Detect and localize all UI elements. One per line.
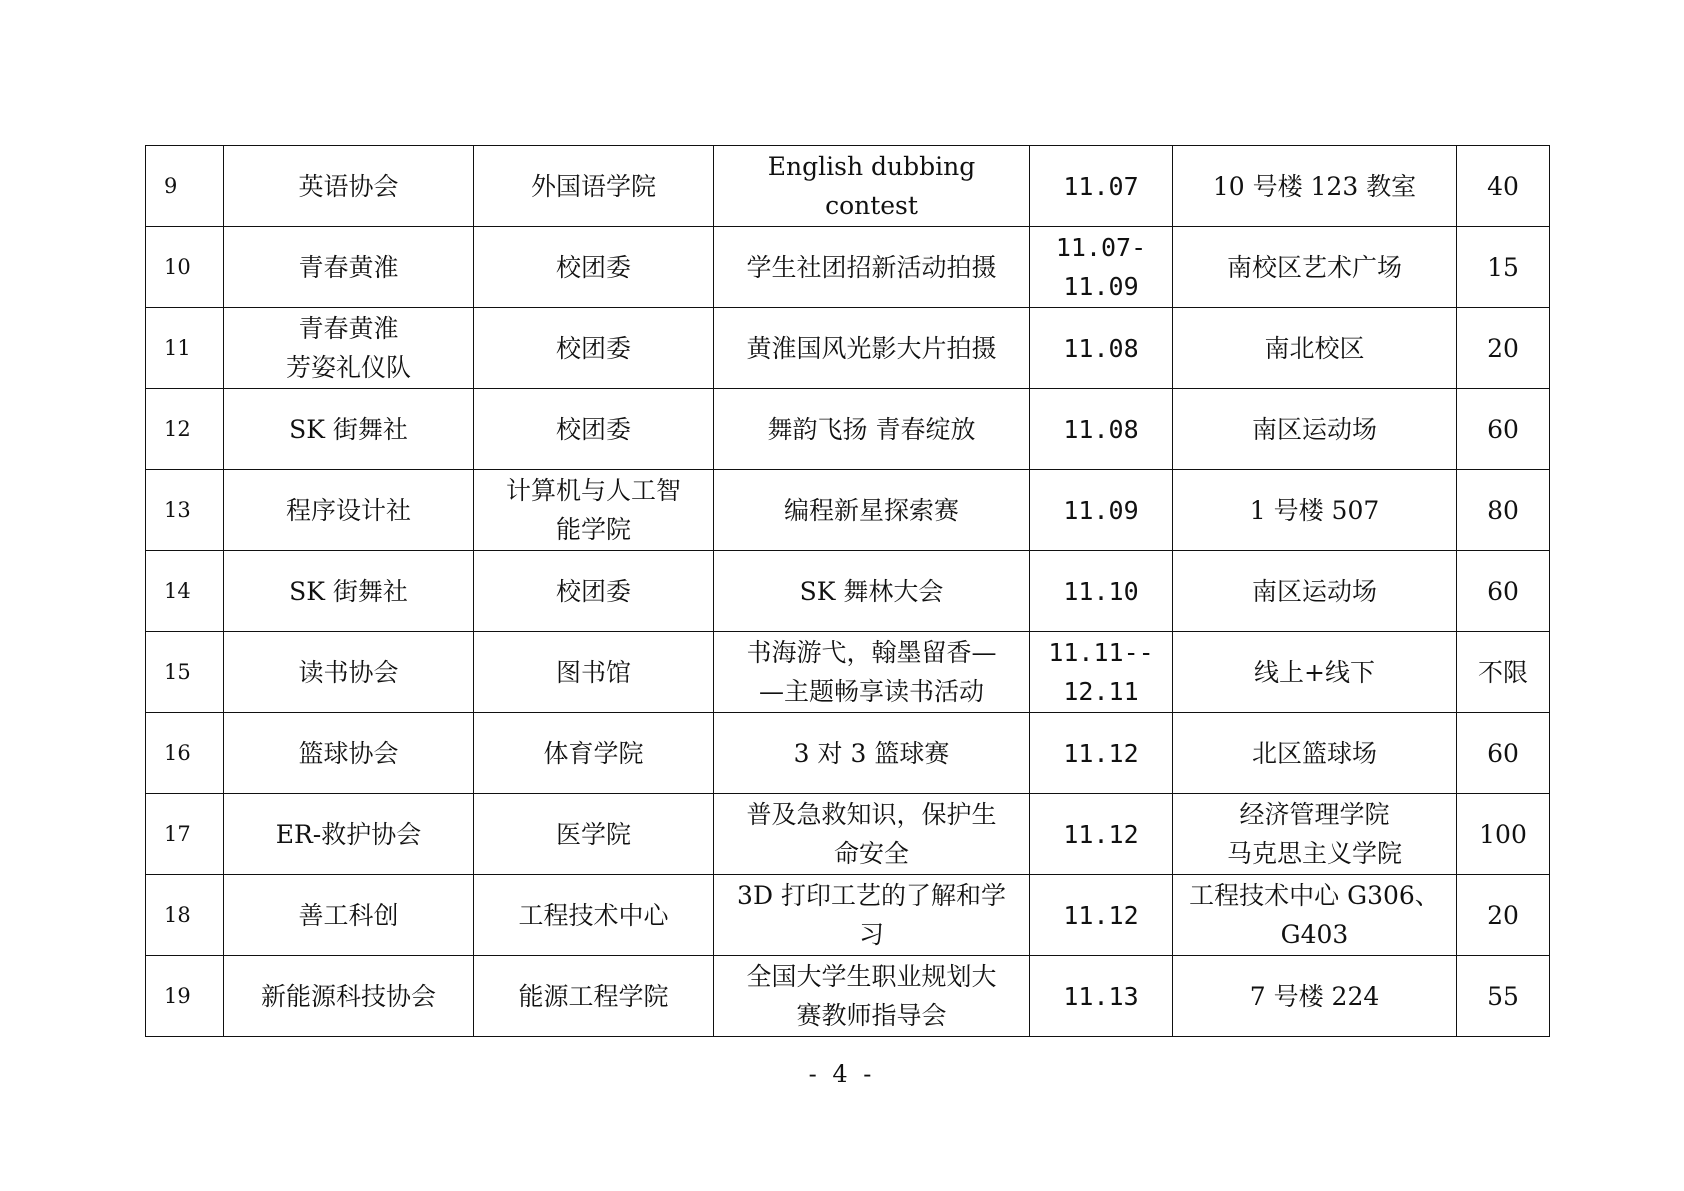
cell-location: 经济管理学院 马克思主义学院	[1173, 794, 1457, 875]
cell-participant-count: 15	[1457, 227, 1550, 308]
cell-number: 15	[146, 632, 224, 713]
cell-number: 17	[146, 794, 224, 875]
cell-participant-count: 20	[1457, 875, 1550, 956]
cell-activity-name: 3D 打印工艺的了解和学 习	[714, 875, 1030, 956]
table-row	[146, 794, 1550, 875]
cell-participant-count: 20	[1457, 308, 1550, 389]
cell-participant-count: 100	[1457, 794, 1550, 875]
cell-host-unit: 校团委	[474, 308, 714, 389]
cell-date: 11.07- 11.09	[1030, 227, 1173, 308]
page-number: - 4 -	[808, 1060, 876, 1088]
cell-date: 11.09	[1030, 470, 1173, 551]
cell-number: 16	[146, 713, 224, 794]
cell-activity-name: English dubbing contest	[714, 146, 1030, 227]
cell-number: 10	[146, 227, 224, 308]
table-row	[146, 308, 1550, 389]
cell-number: 19	[146, 956, 224, 1037]
cell-activity-name: 舞韵飞扬 青春绽放	[714, 389, 1030, 470]
table-row	[146, 875, 1550, 956]
cell-date: 11.13	[1030, 956, 1173, 1037]
cell-date: 11.10	[1030, 551, 1173, 632]
cell-location: 线上+线下	[1173, 632, 1457, 713]
cell-number: 13	[146, 470, 224, 551]
cell-number: 11	[146, 308, 224, 389]
cell-location: 南校区艺术广场	[1173, 227, 1457, 308]
cell-club-name: 读书协会	[224, 632, 474, 713]
cell-participant-count: 40	[1457, 146, 1550, 227]
cell-location: 南区运动场	[1173, 551, 1457, 632]
cell-number: 18	[146, 875, 224, 956]
table-row	[146, 470, 1550, 551]
cell-participant-count: 60	[1457, 389, 1550, 470]
cell-club-name: 程序设计社	[224, 470, 474, 551]
cell-location: 南北校区	[1173, 308, 1457, 389]
cell-host-unit: 校团委	[474, 551, 714, 632]
table-row	[146, 713, 1550, 794]
table-row	[146, 551, 1550, 632]
cell-club-name: ER-救护协会	[224, 794, 474, 875]
cell-participant-count: 80	[1457, 470, 1550, 551]
table-body	[146, 146, 1550, 1037]
cell-participant-count: 55	[1457, 956, 1550, 1037]
cell-host-unit: 计算机与人工智 能学院	[474, 470, 714, 551]
cell-activity-name: 黄淮国风光影大片拍摄	[714, 308, 1030, 389]
cell-activity-name: 书海游弋，翰墨留香— —主题畅享读书活动	[714, 632, 1030, 713]
cell-date: 11.08	[1030, 389, 1173, 470]
cell-host-unit: 医学院	[474, 794, 714, 875]
cell-host-unit: 工程技术中心	[474, 875, 714, 956]
cell-location: 南区运动场	[1173, 389, 1457, 470]
cell-location: 北区篮球场	[1173, 713, 1457, 794]
table-row	[146, 956, 1550, 1037]
cell-date: 11.11-- 12.11	[1030, 632, 1173, 713]
cell-host-unit: 体育学院	[474, 713, 714, 794]
cell-activity-name: 编程新星探索赛	[714, 470, 1030, 551]
cell-activity-name: 3 对 3 篮球赛	[714, 713, 1030, 794]
cell-participant-count: 60	[1457, 713, 1550, 794]
cell-club-name: 青春黄淮	[224, 227, 474, 308]
cell-club-name: SK 街舞社	[224, 389, 474, 470]
cell-host-unit: 图书馆	[474, 632, 714, 713]
table-row	[146, 632, 1550, 713]
activity-table	[145, 145, 1550, 1037]
cell-host-unit: 外国语学院	[474, 146, 714, 227]
cell-activity-name: SK 舞林大会	[714, 551, 1030, 632]
cell-date: 11.07	[1030, 146, 1173, 227]
cell-activity-name: 普及急救知识，保护生 命安全	[714, 794, 1030, 875]
cell-date: 11.08	[1030, 308, 1173, 389]
cell-host-unit: 校团委	[474, 227, 714, 308]
cell-club-name: 英语协会	[224, 146, 474, 227]
cell-club-name: 青春黄淮 芳姿礼仪队	[224, 308, 474, 389]
cell-club-name: 新能源科技协会	[224, 956, 474, 1037]
cell-host-unit: 能源工程学院	[474, 956, 714, 1037]
cell-participant-count: 不限	[1457, 632, 1550, 713]
cell-activity-name: 学生社团招新活动拍摄	[714, 227, 1030, 308]
cell-number: 12	[146, 389, 224, 470]
cell-host-unit: 校团委	[474, 389, 714, 470]
cell-location: 工程技术中心 G306、 G403	[1173, 875, 1457, 956]
cell-number: 14	[146, 551, 224, 632]
cell-club-name: 善工科创	[224, 875, 474, 956]
table-row	[146, 146, 1550, 227]
cell-location: 1 号楼 507	[1173, 470, 1457, 551]
cell-club-name: 篮球协会	[224, 713, 474, 794]
cell-participant-count: 60	[1457, 551, 1550, 632]
cell-number: 9	[146, 146, 224, 227]
cell-activity-name: 全国大学生职业规划大 赛教师指导会	[714, 956, 1030, 1037]
cell-date: 11.12	[1030, 875, 1173, 956]
table-row	[146, 227, 1550, 308]
cell-location: 7 号楼 224	[1173, 956, 1457, 1037]
table-row	[146, 389, 1550, 470]
cell-date: 11.12	[1030, 713, 1173, 794]
cell-date: 11.12	[1030, 794, 1173, 875]
cell-location: 10 号楼 123 教室	[1173, 146, 1457, 227]
cell-club-name: SK 街舞社	[224, 551, 474, 632]
